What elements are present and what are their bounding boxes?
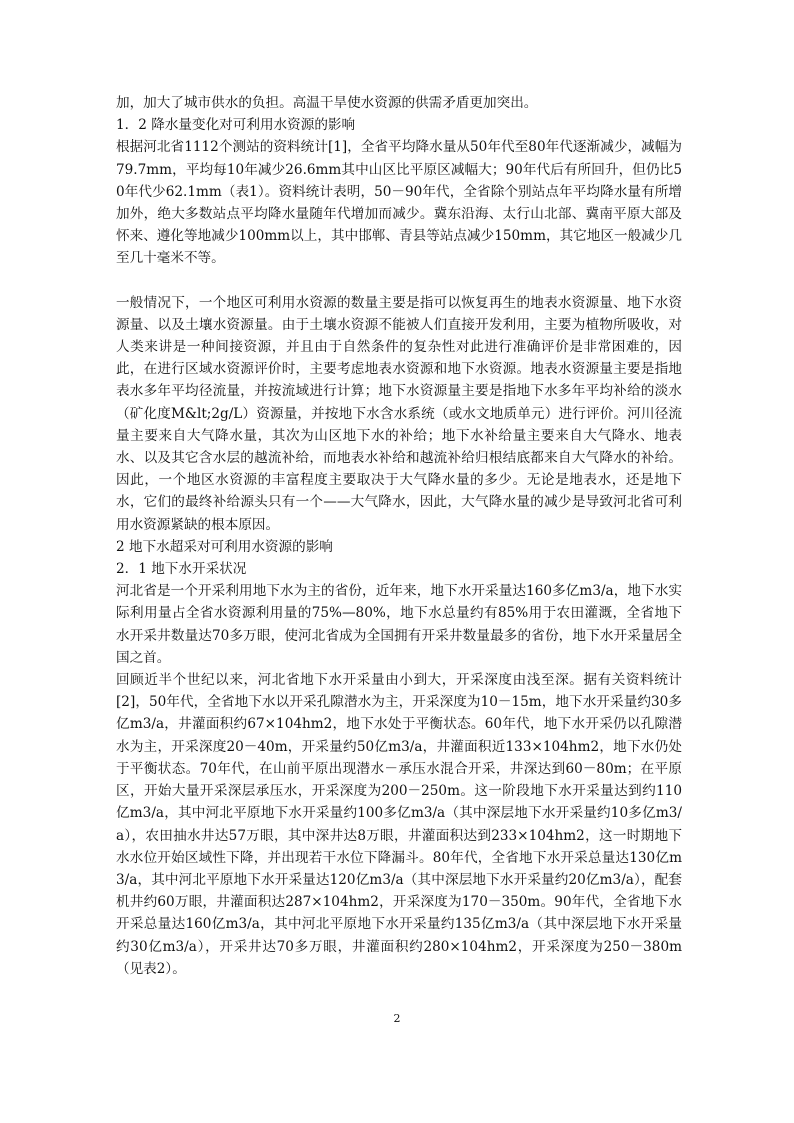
page-number: 2	[393, 1012, 401, 1025]
paragraph-groundwater-status: 河北省是一个开采利用地下水为主的省份，近年来，地下水开采量达160多亿m3/a，地下水实际利用量占全省水资源利用量的75%—80%，地下水总量约有85%用于农田灌溉，全省地下水开采井数量达70多万眼，使河北省成为全国拥有开采井数量最多的省份，地下水开采量居全国之首。	[116, 583, 682, 666]
paragraph-water-resources: 一般情况下，一个地区可利用水资源的数量主要是指可以恢复再生的地表水资源量、地下水资源量、以及土壤水资源量。由于土壤水资源不能被人们直接开发利用，主要为植物所吸收，对人类来讲是一种间接资源，并且由于自然条件的复杂性对此进行准确评价是非常困难的，因此，在进行区域水资源评价时，主要考虑地表水资源和地下水资源。地表水资源量主要是指地表水多年平均径流量，并按流域进行计算；地下水资源量主要是指地下水多年平均补给的淡水（矿化度M&lt;2g/L）资源量，并按地下水含水系统（或水文地质单元）进行评价。河川径流量主要来自大气降水量，其次为山区地下水的补给；地下水补给量主要来自大气降水、地表水、以及其它含水层的越流补给，而地表水补给和越流补给归根结底都来自大气降水的补给。因此，一个地区水资源的丰富程度主要取决于大气降水量的多少。无论是地表水，还是地下水，它们的最终补给源头只有一个——大气降水，因此，大气降水量的减少是导致河北省可利用水资源紧缺的根本原因。	[116, 294, 682, 533]
paragraph-groundwater-history: 回顾近半个世纪以来，河北省地下水开采量由小到大，开采深度由浅至深。据有关资料统计[2]，50年代，全省地下水以开采孔隙潜水为主，开采深度为10－15m，地下水开采量约30多亿m3/a，井灌面积约67×104hm2，地下水处于平衡状态。60年代，地下水开采仍以孔隙潜水为主，开采深度20－40m，开采量约50亿m3/a，井灌面积近133×104hm2，地下水仍处于平衡状态。70年代，在山前平原出现潜水－承压水混合开采，井深达到60－80m；在平原区，开始大量开采深层承压水，开采深度为200－250m。这一阶段地下水开采量达到约110亿m3/a，其中河北平原地下水开采量约100多亿m3/a（其中深层地下水开采量约10多亿m3/a），农田抽水井达57万眼，其中深井达8万眼，井灌面积达到233×104hm2，这一时期地下水水位开始区域性下降，并出现若干水位下降漏斗。80年代，全省地下水开采总量达130亿m3/a，其中河北平原地下水开采量达120亿m3/a（其中深层地下水开采量约20亿m3/a），配套机井约60万眼，井灌面积达287×104hm2，开采深度为170－350m。90年代，全省地下水开采总量达160亿m3/a，其中河北平原地下水开采量约135亿m3/a（其中深层地下水开采量约30亿m3/a），开采井达70多万眼，井灌面积约280×104hm2，开采深度为250－380m（见表2）。	[116, 672, 682, 977]
section-heading-2-1: 2．1 地下水开采状况	[116, 561, 247, 578]
paragraph-precipitation-stats: 根据河北省1112个测站的资料统计[1]，全省平均降水量从50年代至80年代逐渐减少，减幅为79.7mm，平均每10年减少26.6mm其中山区比平原区减幅大；90年代后有所回升，但仍比50年代少62.1mm（表1）。资料统计表明，50－90年代，全省除个别站点年平均降水量有所增加外，绝大多数站点平均降水量随年代增加而减少。冀东沿海、太行山北部、冀南平原大部及怀来、遵化等地减少100mm以上，其中邯郸、青县等站点减少150mm，其它地区一般减少几至几十毫米不等。	[116, 139, 682, 267]
section-heading-1-2: 1．2 降水量变化对可利用水资源的影响	[116, 117, 356, 134]
paragraph-gap	[116, 270, 682, 292]
body-text	[116, 92, 682, 980]
paragraph-intro-continuation: 加，加大了城市供水的负担。高温干旱使水资源的供需矛盾更加突出。	[116, 95, 538, 111]
section-heading-2: 2 地下水超采对可利用水资源的影响	[116, 538, 333, 555]
